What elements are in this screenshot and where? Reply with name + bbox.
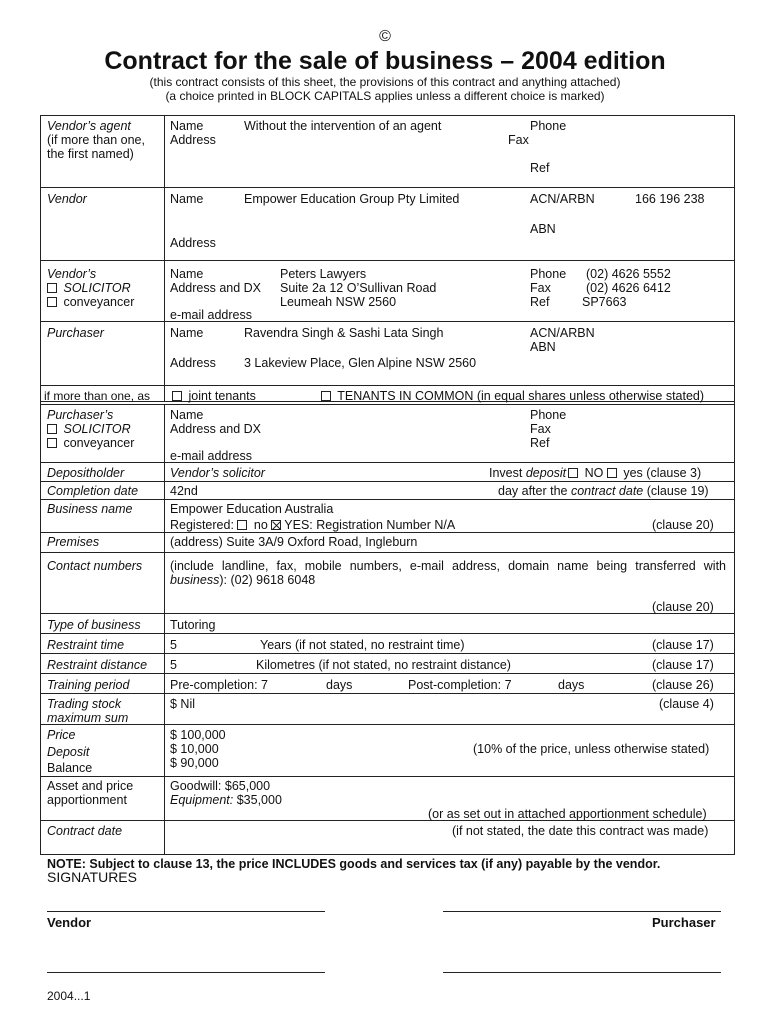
clause-reference: (clause 20) bbox=[652, 518, 714, 532]
vendors-agent-label: Vendor’s agent bbox=[47, 119, 131, 133]
pre-completion-value: Pre-completion: 7 bbox=[170, 678, 268, 692]
goodwill-value: Goodwill: $65,000 bbox=[170, 779, 271, 793]
apportionment-label-2: apportionment bbox=[47, 793, 127, 807]
purchaser-label: Purchaser bbox=[47, 326, 104, 340]
restraint-time-text: Years (if not stated, no restraint time) bbox=[260, 638, 465, 652]
type-of-business-value: Tutoring bbox=[170, 618, 216, 632]
vendors-agent-label-3: the first named) bbox=[47, 147, 134, 161]
checkbox-icon[interactable] bbox=[47, 438, 57, 448]
field-label-name: Name bbox=[170, 267, 204, 281]
deposit-label: Deposit bbox=[47, 745, 90, 759]
apportionment-note: (or as set out in attached apportionment schedule) bbox=[428, 807, 707, 821]
column-divider-top bbox=[164, 115, 165, 401]
balance-value: $ 90,000 bbox=[170, 756, 219, 770]
vendors-solicitor-option[interactable]: SOLICITOR bbox=[47, 281, 131, 295]
pre-completion-unit: days bbox=[326, 678, 353, 692]
subtitle-line-2: (a choice printed in BLOCK CAPITALS applies unless a different choice is marked) bbox=[165, 89, 605, 103]
registration-options: Registered: no YES: Registration Number N/A bbox=[170, 518, 456, 532]
row-divider bbox=[40, 404, 735, 405]
field-label-name: Name bbox=[170, 119, 204, 133]
business-name-label: Business name bbox=[47, 502, 133, 516]
checkbox-icon[interactable] bbox=[321, 391, 331, 401]
document-title: Contract for the sale of business – 2004 edition bbox=[104, 47, 666, 75]
contact-numbers-label: Contact numbers bbox=[47, 559, 143, 573]
vendors-solicitor-ref: SP7663 bbox=[582, 295, 627, 309]
checkbox-icon[interactable] bbox=[568, 468, 578, 478]
checkbox-icon[interactable] bbox=[172, 391, 182, 401]
vendor-label: Vendor bbox=[47, 192, 87, 206]
row-divider bbox=[40, 633, 735, 634]
field-label-phone: Phone bbox=[530, 119, 567, 133]
completion-date-label: Completion date bbox=[47, 484, 139, 498]
field-label-name: Name bbox=[170, 192, 204, 206]
business-name-value: Empower Education Australia bbox=[170, 502, 334, 516]
restraint-distance-text: Kilometres (if not stated, no restraint distance) bbox=[256, 658, 511, 672]
post-completion-value: Post-completion: 7 bbox=[408, 678, 512, 692]
restraint-time-value: 5 bbox=[170, 638, 177, 652]
trading-stock-label-2: maximum sum bbox=[47, 711, 129, 725]
purchasers-solicitor-label: Purchaser’s bbox=[47, 408, 114, 422]
field-label-fax: Fax bbox=[530, 422, 551, 436]
row-divider bbox=[40, 260, 735, 261]
vendors-solicitor-name: Peters Lawyers bbox=[280, 267, 367, 281]
field-label-phone: Phone bbox=[530, 267, 567, 281]
row-divider bbox=[40, 552, 735, 553]
deposit-note: (10% of the price, unless otherwise stated) bbox=[473, 742, 710, 756]
row-divider bbox=[40, 499, 735, 500]
field-label-name: Name bbox=[170, 326, 204, 340]
contact-numbers-line-1: (include landline, fax, mobile numbers, e-mail address, domain name being transferred with bbox=[170, 559, 726, 573]
completion-date-note: day after the contract date (clause 19) bbox=[498, 484, 709, 498]
vendors-agent-name: Without the intervention of an agent bbox=[244, 119, 442, 133]
field-label-ref: Ref bbox=[530, 436, 550, 450]
checkbox-icon[interactable] bbox=[47, 424, 57, 434]
page-number: 2004...1 bbox=[47, 989, 91, 1003]
field-label-address: Address bbox=[170, 133, 216, 147]
field-label-address: Address bbox=[170, 236, 216, 250]
type-of-business-label: Type of business bbox=[47, 618, 141, 632]
vendors-solicitor-label: Vendor’s bbox=[47, 267, 97, 281]
row-divider bbox=[40, 653, 735, 654]
tenants-in-common-option[interactable]: TENANTS IN COMMON (in equal shares unless otherwise stated) bbox=[321, 389, 704, 403]
clause-reference: (clause 4) bbox=[659, 697, 714, 711]
vendor-second-signature-line[interactable] bbox=[47, 972, 325, 973]
trading-stock-value: $ Nil bbox=[170, 697, 196, 711]
price-label: Price bbox=[47, 728, 76, 742]
purchaser-second-signature-line[interactable] bbox=[443, 972, 721, 973]
checkbox-icon[interactable] bbox=[607, 468, 617, 478]
purchaser-name: Ravendra Singh & Sashi Lata Singh bbox=[244, 326, 444, 340]
purchaser-signature-line[interactable] bbox=[443, 911, 721, 912]
checkbox-icon[interactable] bbox=[47, 297, 57, 307]
clause-reference: (clause 17) bbox=[652, 638, 714, 652]
equipment-value: Equipment: $35,000 bbox=[170, 793, 282, 807]
checkbox-icon[interactable] bbox=[47, 283, 57, 293]
premises-label: Premises bbox=[47, 535, 100, 549]
balance-label: Balance bbox=[47, 761, 93, 775]
field-label-fax: Fax bbox=[530, 281, 551, 295]
row-divider bbox=[40, 385, 735, 386]
training-period-label: Training period bbox=[47, 678, 130, 692]
field-label-ref: Ref bbox=[530, 295, 550, 309]
vendor-acn: 166 196 238 bbox=[635, 192, 705, 206]
column-divider-bottom bbox=[164, 404, 165, 854]
field-label-name: Name bbox=[170, 408, 204, 422]
field-label-acn: ACN/ARBN bbox=[530, 326, 595, 340]
field-label-fax: Fax bbox=[508, 133, 529, 147]
invest-deposit-options: Invest deposit NO yes (clause 3) bbox=[489, 466, 702, 480]
signatures-heading: SIGNATURES bbox=[47, 869, 137, 885]
copyright-symbol: © bbox=[379, 28, 391, 45]
checkbox-icon[interactable] bbox=[237, 520, 247, 530]
price-value: $ 100,000 bbox=[170, 728, 226, 742]
checked-checkbox-icon[interactable] bbox=[271, 520, 281, 530]
restraint-distance-label: Restraint distance bbox=[47, 658, 148, 672]
field-label-address: Address bbox=[170, 356, 216, 370]
deposit-value: $ 10,000 bbox=[170, 742, 219, 756]
row-divider bbox=[40, 321, 735, 322]
vendors-agent-label-2: (if more than one, bbox=[47, 133, 145, 147]
contact-numbers-line-2: business): (02) 9618 6048 bbox=[170, 573, 316, 587]
contract-date-note: (if not stated, the date this contract was made) bbox=[452, 824, 709, 838]
tenancy-label: if more than one, as bbox=[44, 389, 151, 403]
trading-stock-label: Trading stock bbox=[47, 697, 122, 711]
vendor-name: Empower Education Group Pty Limited bbox=[244, 192, 460, 206]
row-divider bbox=[40, 187, 735, 188]
field-label-ref: Ref bbox=[530, 161, 550, 175]
vendors-conveyancer-option[interactable]: conveyancer bbox=[47, 295, 134, 309]
restraint-time-label: Restraint time bbox=[47, 638, 125, 652]
restraint-distance-value: 5 bbox=[170, 658, 177, 672]
vendors-solicitor-address-2: Leumeah NSW 2560 bbox=[280, 295, 397, 309]
field-label-acn: ACN/ARBN bbox=[530, 192, 595, 206]
premises-value: (address) Suite 3A/9 Oxford Road, Ingleburn bbox=[170, 535, 418, 549]
vendor-signature-label: Vendor bbox=[47, 915, 92, 930]
gst-note: NOTE: Subject to clause 13, the price INCLUDES goods and services tax (if any) payable by the vendor. bbox=[47, 857, 661, 871]
field-label-address-dx: Address and DX bbox=[170, 422, 262, 436]
depositholder-value: Vendor’s solicitor bbox=[170, 466, 265, 480]
purchasers-conveyancer-option[interactable]: conveyancer bbox=[47, 436, 134, 450]
apportionment-label: Asset and price bbox=[47, 779, 134, 793]
clause-reference: (clause 17) bbox=[652, 658, 714, 672]
vendors-solicitor-address-1: Suite 2a 12 O’Sullivan Road bbox=[280, 281, 437, 295]
field-label-phone: Phone bbox=[530, 408, 567, 422]
purchaser-address: 3 Lakeview Place, Glen Alpine NSW 2560 bbox=[244, 356, 477, 370]
subtitle-line-1: (this contract consists of this sheet, the provisions of this contract and anything attached) bbox=[149, 75, 621, 89]
field-label-address-dx: Address and DX bbox=[170, 281, 262, 295]
row-divider bbox=[40, 481, 735, 482]
row-divider bbox=[40, 693, 735, 694]
clause-reference: (clause 20) bbox=[652, 600, 714, 614]
row-divider bbox=[40, 724, 735, 725]
field-label-email: e-mail address bbox=[170, 449, 252, 463]
completion-date-value: 42nd bbox=[170, 484, 198, 498]
row-divider bbox=[40, 613, 735, 614]
field-label-email: e-mail address bbox=[170, 308, 252, 322]
field-label-abn: ABN bbox=[530, 222, 556, 236]
contract-date-label: Contract date bbox=[47, 824, 123, 838]
row-divider bbox=[40, 532, 735, 533]
purchasers-solicitor-option[interactable]: SOLICITOR bbox=[47, 422, 131, 436]
clause-reference: (clause 26) bbox=[652, 678, 714, 692]
purchaser-signature-label: Purchaser bbox=[652, 915, 716, 930]
row-divider bbox=[40, 673, 735, 674]
depositholder-label: Depositholder bbox=[47, 466, 125, 480]
vendors-solicitor-phone: (02) 4626 5552 bbox=[586, 267, 671, 281]
joint-tenants-option[interactable]: joint tenants bbox=[172, 389, 256, 403]
row-divider bbox=[40, 776, 735, 777]
post-completion-unit: days bbox=[558, 678, 585, 692]
field-label-abn: ABN bbox=[530, 340, 556, 354]
row-divider bbox=[40, 462, 735, 463]
vendor-signature-line[interactable] bbox=[47, 911, 325, 912]
vendors-solicitor-fax: (02) 4626 6412 bbox=[586, 281, 671, 295]
